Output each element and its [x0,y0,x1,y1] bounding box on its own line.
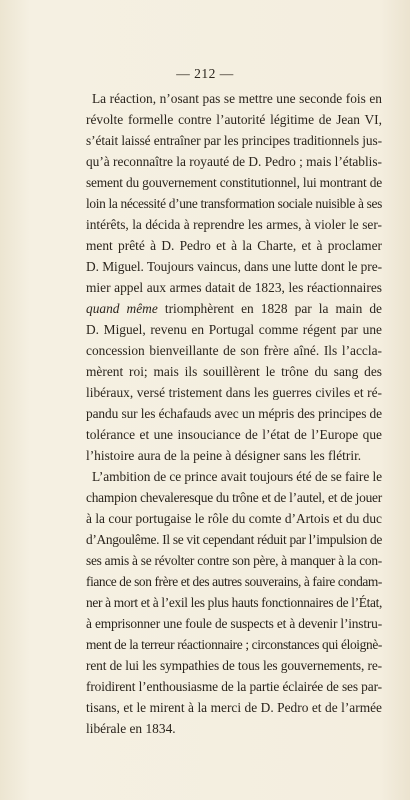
text-line: loin la nécessité d’une transformation sociale nuisible à ses [86,196,382,211]
text-line: intérêts, la décida à reprendre les armes, à violer le ser- [86,217,382,232]
text-line: libérale en 1834. [86,721,176,736]
text-line: libéraux, versé tristement dans les guerres civiles et ré- [86,385,382,400]
text-line: D. Miguel. Toujours vaincus, dans une lutte dont le pre- [86,259,382,274]
text-line: concession bienveillante de son frère aîné. Ils l’accla- [86,343,382,358]
text-line: mier appel aux armes datait de 1823, les réactionnaires [86,280,382,295]
text-line: L’ambition de ce prince avait toujours été de se faire le [92,469,382,484]
text-line: s’était laissé entraîner par les principes traditionnels jus- [86,133,382,148]
text-line: rent de lui les sympathies de tous les gouvernements, re- [86,658,382,673]
text-line: ner à mort et à l’exil les plus hauts fonctionnaires de l’État, [86,595,382,610]
text-line: champion chevaleresque du trône et de l’autel, et de jouer [86,490,382,505]
text-line: à la cour portugaise le rôle du comte d’Artois et du duc [86,511,382,526]
paragraph-1 [86,88,382,466]
text-line: révolte formelle contre l’autorité légitime de Jean VI, [86,112,382,127]
text-line: froidirent l’enthousiasme de la partie éclairée de ses par- [86,679,382,694]
text-line: mèrent roi; mais ils souillèrent le trône du sang des [86,364,382,379]
paragraph-2 [86,466,382,739]
text-line: pandu sur les échafauds avec un mépris des principes de [86,406,382,421]
text-line: ses amis à se révolter contre son père, à manquer à la con- [86,553,382,568]
text-line-italic [86,298,382,319]
body-text [86,88,382,739]
text-line: qu’à reconnaître la royauté de D. Pedro ; mais l’établis- [86,154,382,169]
text-line: D. Miguel, revenu en Portugal comme régent par une [86,322,382,337]
text-line: d’Angoulême. Il se vit cependant réduit par l’impulsion de [86,532,382,547]
text-line: fiance de son frère et des autres souverains, à faire condam- [86,574,382,589]
text-line: tisans, et le mirent à la merci de D. Pedro et de l’armée [86,700,382,715]
text-line: sement du gouvernement constitutionnel, lui montrant de [86,175,382,190]
text-line: à emprisonner une foule de suspects et à devenir l’instru- [86,616,382,631]
text-line: ment de la terreur réactionnaire ; circonstances qui éloignè- [86,637,383,652]
italic-line-rest: triomphèrent en 1828 par la main de [157,301,382,316]
page-number: — 212 — [176,66,234,81]
text-line: l’histoire aura de la peine à désigner sans les flétrir. [86,448,362,463]
italic-phrase: quand même [86,301,158,316]
text-line: La réaction, n’osant pas se mettre une seconde fois en [92,91,382,106]
text-line: tolérance et une insouciance de l’état de l’Europe que [86,427,382,442]
text-line: ment prêté à D. Pedro et à la Charte, et à proclamer [86,238,382,253]
